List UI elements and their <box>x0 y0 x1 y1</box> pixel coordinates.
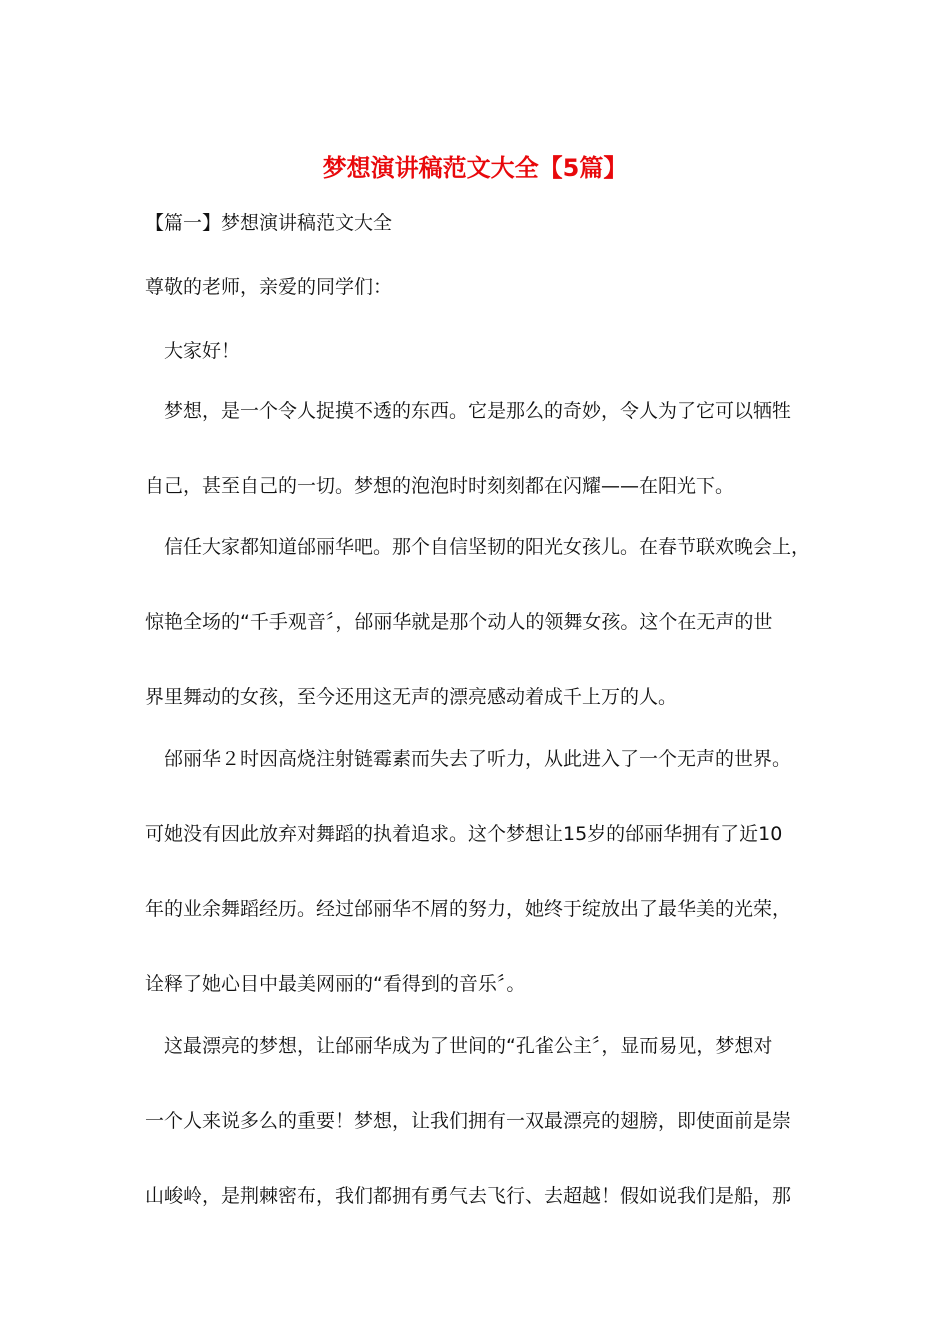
paragraph-line: 诠释了她心目中最美网丽的“看得到的音乐〞。 <box>145 973 526 995</box>
paragraph-line: 梦想，是一个令人捉摸不透的东西。它是那么的奇妙，令人为了它可以牺牲 <box>145 400 792 422</box>
paragraph-line: 可她没有因此放弃对舞蹈的执着追求。这个梦想让15岁的邰丽华拥有了近10 <box>145 823 783 845</box>
paragraph-line: 大家好！ <box>145 340 241 362</box>
paragraph-line: 惊艳全场的“千手观音〞，邰丽华就是那个动人的领舞女孩。这个在无声的世 <box>145 611 773 633</box>
paragraph-line: 信任大家都知道邰丽华吧。那个自信坚韧的阳光女孩儿。在春节联欢晚会上， <box>145 536 811 558</box>
paragraph-line: 一个人来说多么的重要！梦想，让我们拥有一双最漂亮的翅膀，即使面前是崇 <box>145 1110 792 1132</box>
paragraph-line: 尊敬的老师，亲爱的同学们： <box>145 276 393 298</box>
section-heading: 【篇一】梦想演讲稿范文大全 <box>145 212 393 234</box>
document-title: 梦想演讲稿范文大全【5篇】 <box>322 154 628 182</box>
paragraph-line: 自己，甚至自己的一切。梦想的泡泡时时刻刻都在闪耀——在阳光下。 <box>145 475 735 497</box>
paragraph-line: 山峻岭，是荆棘密布，我们都拥有勇气去飞行、去超越！假如说我们是船，那 <box>145 1185 792 1207</box>
paragraph-line: 年的业余舞蹈经历。经过邰丽华不屑的努力，她终于绽放出了最华美的光荣， <box>145 898 792 920</box>
paragraph-line: 这最漂亮的梦想，让邰丽华成为了世间的“孔雀公主〞，显而易见，梦想对 <box>145 1035 773 1057</box>
paragraph-line: 邰丽华２时因高烧注射链霉素而失去了听力，从此进入了一个无声的世界。 <box>145 748 792 770</box>
paragraph-line: 界里舞动的女孩，至今还用这无声的漂亮感动着成千上万的人。 <box>145 686 678 708</box>
